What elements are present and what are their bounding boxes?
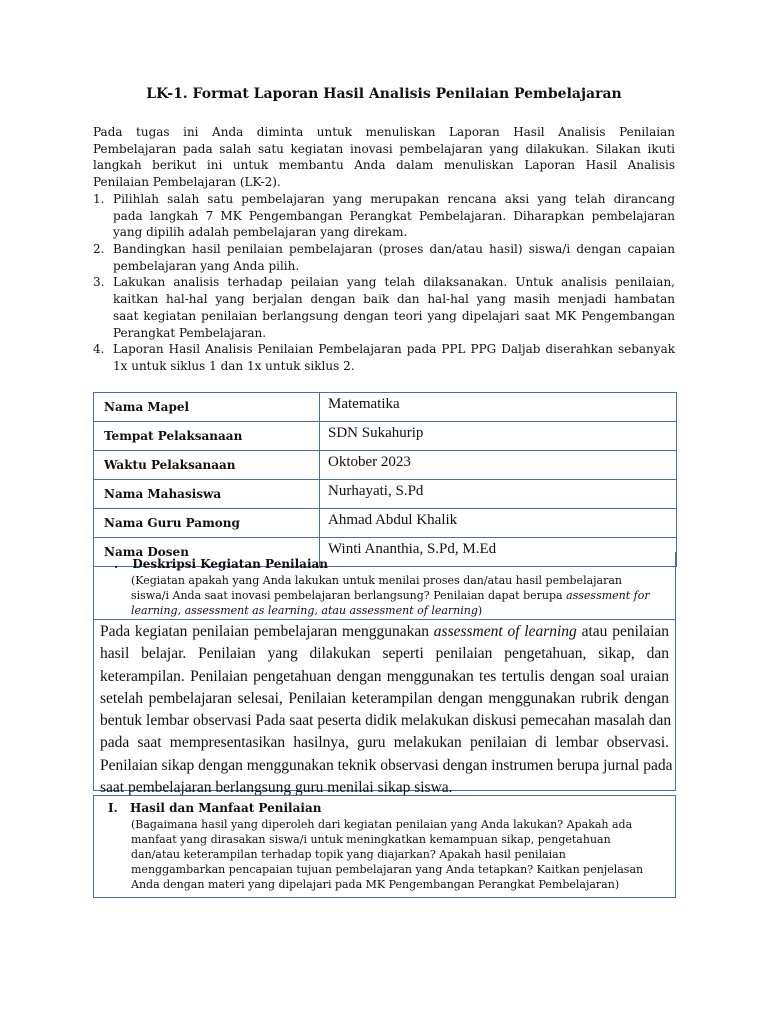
row-value: Winti Ananthia, S.Pd, M.Ed	[320, 538, 677, 567]
row-label: Tempat Pelaksanaan	[94, 422, 320, 451]
answer-line: pada saat mempresentasikan hasilnya, guru melakukan penilaian di lembar observasi.	[100, 734, 669, 752]
instruction-text: siswa/i Anda saat inovasi pembelajaran berlangsung? Penilaian dapat berupa	[131, 589, 567, 602]
item-line: saat kegiatan penilaian berlangsung dengan teori yang dipelajari saat MK Pengembangan	[113, 308, 675, 323]
row-value: Ahmad Abdul Khalik	[320, 509, 677, 538]
item-number: 3.	[93, 275, 105, 290]
section-instructions	[131, 817, 643, 892]
instruction-line: (Kegiatan apakah yang Anda lakukan untuk menilai proses dan/atau hasil pembelajaran	[131, 574, 623, 587]
intro-line: Penilaian Pembelajaran (LK-2).	[93, 175, 281, 190]
instruction-line: Anda dengan materi yang dipelajari pada MK Pengembangan Perangkat Pembelajaran)	[131, 878, 620, 891]
answer-line: saat pembelajaran berlangsung guru menilai sikap siswa.	[100, 779, 453, 797]
list-item	[93, 241, 675, 274]
instruction-italic: assessment for	[566, 589, 650, 602]
item-line: Pilihlah salah satu pembelajaran yang merupakan rencana aksi yang telah dirancang	[113, 192, 675, 206]
item-number: 4.	[93, 342, 105, 357]
intro-line: langkah berikut ini untuk membantu Anda dalam menuliskan Laporan Hasil Analisis	[93, 158, 675, 173]
item-line: Perangkat Pembelajaran.	[113, 325, 267, 340]
table-row	[94, 480, 677, 509]
instruction-line	[131, 603, 650, 618]
row-value: Matematika	[320, 393, 677, 422]
table-row	[94, 509, 677, 538]
intro-line: Pembelajaran pada salah satu kegiatan inovasi pembelajaran yang dilakukan. Silakan ikuti	[93, 141, 675, 156]
table-row	[94, 393, 677, 422]
deskripsi-section	[93, 552, 676, 620]
table-row	[94, 451, 677, 480]
item-number: 2.	[93, 242, 105, 257]
row-label: Nama Mahasiswa	[94, 480, 320, 509]
item-number: 1.	[93, 192, 105, 206]
instruction-italic: learning, assessment as learning, atau assessment of learning	[131, 604, 478, 617]
instruction-line: dan/atau keterampilan terhadap topik yang diajarkan? Apakah hasil penilaian	[131, 848, 566, 861]
section-marker: I.	[108, 801, 118, 815]
answer-text: atau penilaian	[576, 623, 669, 640]
answer-line	[94, 621, 675, 643]
intro-paragraph	[93, 124, 675, 191]
section-heading: Hasil dan Manfaat Penilaian	[129, 801, 322, 815]
instruction-line	[131, 588, 650, 603]
hasil-section	[93, 795, 676, 898]
list-item	[93, 341, 675, 374]
instruction-line: (Bagaimana hasil yang diperoleh dari kegiatan penilaian yang Anda lakukan? Apakah ada	[131, 818, 633, 831]
answer-line: keterampilan. Penilaian pengetahuan dengan menggunakan tes tertulis dengan soal uraian	[100, 667, 669, 685]
section-marker: .	[114, 557, 119, 571]
answer-text: Pada kegiatan penilaian pembelajaran menggunakan	[100, 623, 434, 640]
row-value: Nurhayati, S.Pd	[320, 480, 677, 509]
item-line: kaitkan hal-hal yang berjalan dengan baik dan hal-hal yang masih menjadi hambatan	[113, 292, 675, 307]
item-line: yang dipilih adalah pembelajaran yang direkam.	[113, 225, 408, 240]
item-line: pada langkah 7 MK Pengembangan Perangkat Pembelajaran. Diharapkan pembelajaran	[113, 208, 675, 223]
answer-line: Penilaian sikap dengan menggunakan teknik observasi dengan instrumen berupa jurnal pada	[100, 756, 673, 774]
row-label: Waktu Pelaksanaan	[94, 451, 320, 480]
item-line: pembelajaran yang Anda pilih.	[113, 258, 300, 273]
row-label: Nama Dosen	[94, 538, 320, 567]
answer-line: setelah pembelajaran selesai, Penilaian keterampilan dengan menggunakan rubrik dengan	[100, 689, 669, 707]
answer-box	[93, 620, 676, 797]
section-heading: Deskripsi Kegiatan Penilaian	[132, 557, 329, 571]
answer-line: hasil belajar. Penilaian yang dilakukan seperti penilaian pengetahuan, sikap, dan	[100, 645, 669, 663]
answer-italic: assessment of learning	[433, 623, 577, 640]
list-item	[93, 274, 675, 341]
row-label: Nama Guru Pamong	[94, 509, 320, 538]
item-line: Bandingkan hasil penilaian pembelajaran (proses dan/atau hasil) siswa/i dengan capaian	[113, 242, 675, 257]
page-title: LK-1. Format Laporan Hasil Analisis Penilaian Pembelajaran	[146, 86, 622, 102]
item-line: Lakukan analisis terhadap peilaian yang telah dilaksanakan. Untuk analisis penilaian,	[113, 275, 675, 290]
item-line: Laporan Hasil Analisis Penilaian Pembelajaran pada PPL PPG Daljab diserahkan sebanyak	[113, 342, 675, 357]
instruction-line: menggambarkan pencapaian tujuan pembelajaran yang Anda tetapkan? Kaitkan penjelasan	[131, 863, 644, 876]
instruction-line: manfaat yang dirasakan siswa/i untuk meningkatkan kemampuan sikap, pengetahuan	[131, 833, 611, 846]
row-value: Oktober 2023	[320, 451, 677, 480]
table-row	[94, 422, 677, 451]
intro-line: Pada tugas ini Anda diminta untuk menuliskan Laporan Hasil Analisis Penilaian	[93, 125, 675, 139]
section-instructions	[131, 573, 650, 618]
info-table	[93, 392, 677, 567]
instruction-text: )	[477, 604, 483, 617]
instruction-list	[93, 191, 675, 375]
answer-line: bentuk lembar observasi Pada saat peserta didik melakukan diskusi pemecahan masalah dan	[100, 712, 672, 730]
list-item	[93, 191, 675, 241]
row-value: SDN Sukahurip	[320, 422, 677, 451]
item-line: 1x untuk siklus 1 dan 1x untuk siklus 2.	[113, 358, 355, 373]
row-label: Nama Mapel	[94, 393, 320, 422]
